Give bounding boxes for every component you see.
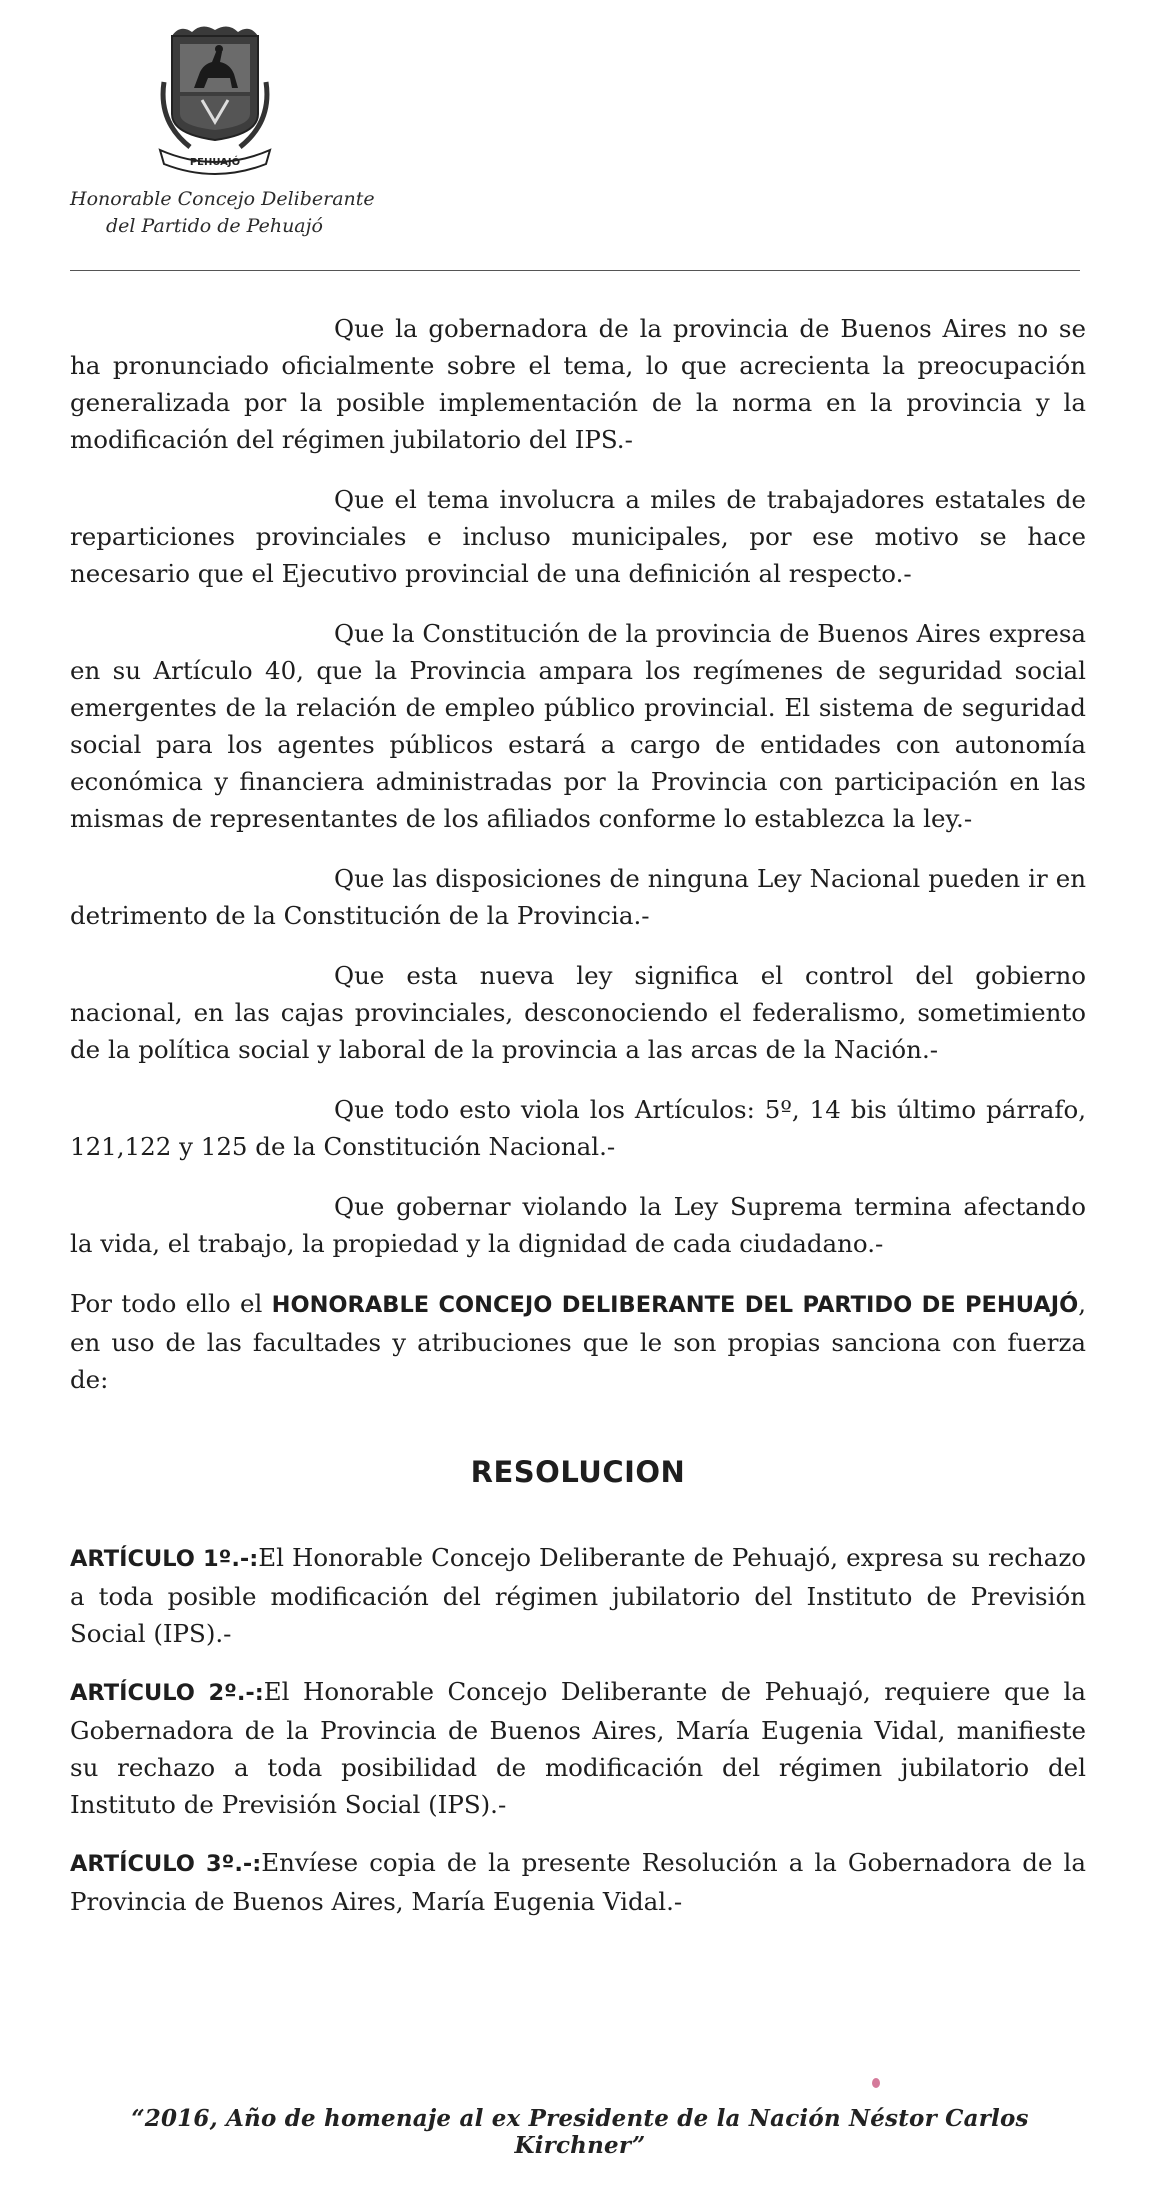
- considerando-paragraph-1: Que la gobernadora de la provincia de Buenos Aires no se ha pronunciado oficialmente sobre el tema, lo que acrecienta la preocupación generalizada por la posible implementación de la norma en la provincia y la modificación del régimen jubilatorio del IPS.-: [70, 314, 1086, 454]
- article-3-text: Envíese copia de la presente Resolución a la Gobernadora de la Provincia de Buenos Aires, María Eugenia Vidal.-: [70, 1848, 1086, 1916]
- organization-name: [70, 186, 375, 240]
- considerando-paragraph-3: Que la Constitución de la provincia de Buenos Aires expresa en su Artículo 40, que la Provincia ampara los regímenes de seguridad social emergentes de la relación de empleo público provincial. El sistema de seguridad social para los agentes públicos estará a cargo de entidades con autonomía económica y financiera administradas por la Provincia con participación en las mismas de representantes de los afiliados conforme lo establezca la ley.-: [70, 619, 1086, 833]
- considerando-paragraph-2: Que el tema involucra a miles de trabajadores estatales de reparticiones provinciales e incluso municipales, por ese motivo se hace necesario que el Ejecutivo provincial de una definición al respecto.-: [70, 485, 1086, 588]
- closing-paragraph: [70, 1285, 1086, 1398]
- org-line-1: Honorable Concejo Deliberante: [70, 188, 375, 210]
- article-2-label: ARTÍCULO 2º.-:: [70, 1680, 264, 1706]
- article-1-text: El Honorable Concejo Deliberante de Pehuajó, expresa su rechazo a toda posible modificación del régimen jubilatorio del Instituto de Previsión Social (IPS).-: [70, 1543, 1086, 1648]
- seal-ribbon-text: PEHUAJÓ: [189, 157, 241, 168]
- considerando-paragraph-6: Que todo esto viola los Artículos: 5º, 14 bis último párrafo, 121,122 y 125 de la Constitución Nacional.-: [70, 1095, 1086, 1161]
- closing-prefix: Por todo ello el: [70, 1289, 272, 1318]
- article-2: [70, 1673, 1086, 1823]
- council-name-bold: HONORABLE CONCEJO DELIBERANTE DEL PARTIDO DE PEHUAJÓ: [271, 1292, 1079, 1318]
- pehuajo-coat-of-arms-logo: [150, 22, 280, 177]
- header-divider: [70, 270, 1080, 271]
- article-1-label: ARTÍCULO 1º.-:: [70, 1546, 259, 1572]
- resolution-heading: RESOLUCION: [470, 1455, 686, 1489]
- considerando-paragraph-5: Que esta nueva ley significa el control del gobierno nacional, en las cajas provinciales, desconociendo el federalismo, sometimiento de la política social y laboral de la provincia a las arcas de la Nación.-: [70, 961, 1086, 1064]
- org-line-2: del Partido de Pehuajó: [106, 215, 323, 237]
- considerando-paragraph-4: Que las disposiciones de ninguna Ley Nacional pueden ir en detrimento de la Constitución de la Provincia.-: [70, 864, 1086, 930]
- article-3: [70, 1844, 1086, 1920]
- ink-speck: [872, 2078, 880, 2088]
- considerando-paragraph-7: Que gobernar violando la Ley Suprema termina afectando la vida, el trabajo, la propiedad y la dignidad de cada ciudadano.-: [70, 1192, 1086, 1258]
- footer-motto: “2016, Año de homenaje al ex Presidente de la Nación Néstor Carlos Kirchner”: [131, 2105, 1029, 2159]
- article-1: [70, 1539, 1086, 1652]
- document-body: [70, 310, 1086, 1941]
- closing-suffix: , en uso de las facultades y atribuciones que le son propias sanciona con fuerza de:: [70, 1289, 1087, 1394]
- article-2-text: El Honorable Concejo Deliberante de Pehuajó, requiere que la Gobernadora de la Provincia de Buenos Aires, María Eugenia Vidal, manifieste su rechazo a toda posibilidad de modificación del régimen jubilatorio del Instituto de Previsión Social (IPS).-: [70, 1677, 1086, 1819]
- article-3-label: ARTÍCULO 3º.-:: [70, 1851, 262, 1877]
